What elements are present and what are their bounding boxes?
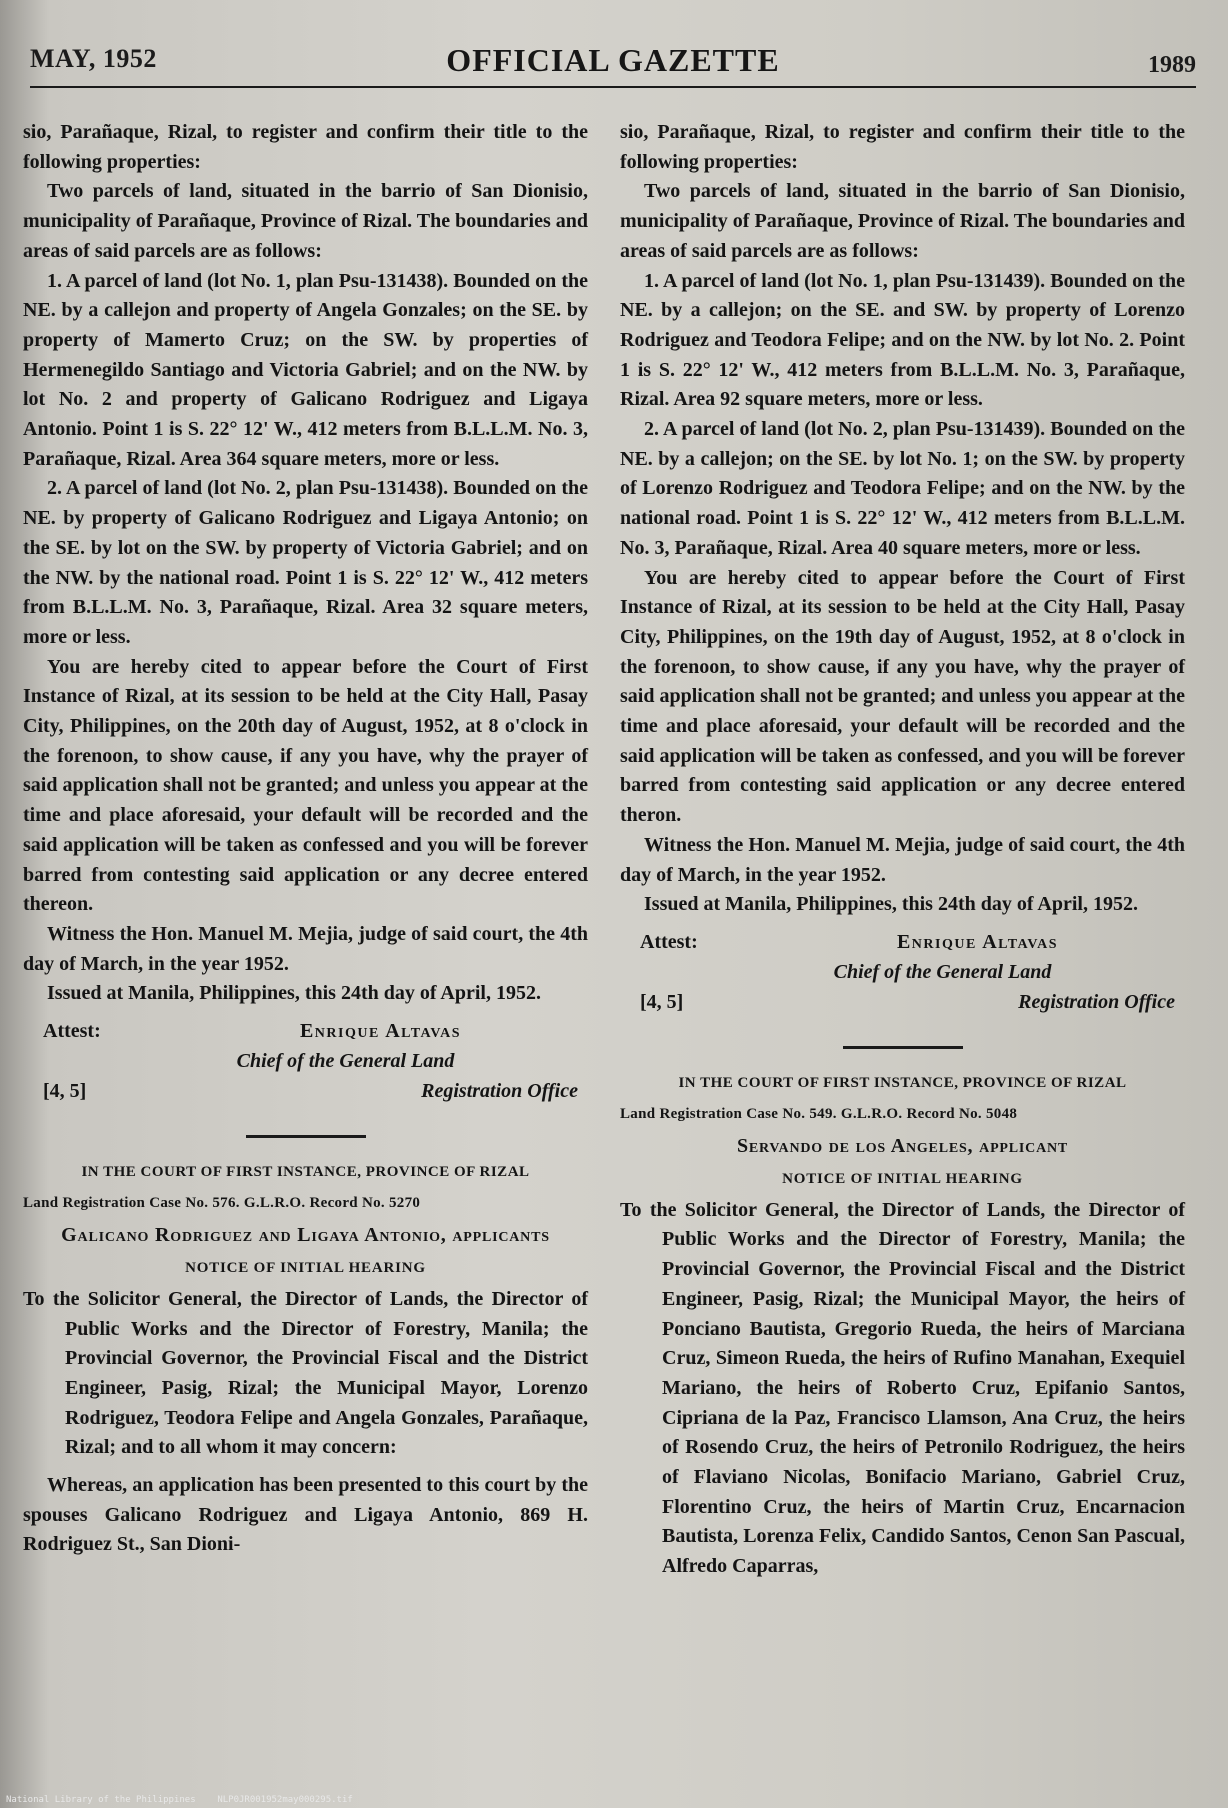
scan-source-footer: National Library of the Philippines NLP0JR001952may000295.tif: [6, 1795, 353, 1805]
applicant-names: Galicano Rodriguez and Ligaya Antonio, applicants: [61, 1224, 550, 1247]
attest-title-line2: Registration Office: [421, 1080, 578, 1103]
court-heading: IN THE COURT OF FIRST INSTANCE, PROVINCE OF RIZAL: [81, 1164, 530, 1181]
notice-heading: NOTICE OF INITIAL HEARING: [782, 1170, 1023, 1187]
left-citation-paragraph: You are hereby cited to appear before the Court of First Instance of Rizal, at its session to be held at the City Hall, Pasay City, Philippines, on the 20th day of August, 1952, at 8 o'clock in the forenoon, to show cause, if any you have, why the prayer of said application shall not be granted; and unless you appear at the time and place aforesaid, your default will be recorded and the said application will be taken as confessed and you will be forever barred from contesting said application or any decree entered thereon.: [23, 655, 588, 916]
left-parcel-1: 1. A parcel of land (lot No. 1, plan Psu-131438). Bounded on the NE. by a callejon and property of Angela Gonzales; on the SE. by property of Mamerto Cruz; on the SW. by properties of Hermenegildo Santiago and Victoria Gabriel; and on the NW. by lot No. 2 and property of Galicano Rodriguez and Ligaya Antonio. Point 1 is S. 22° 12' W., 412 meters from B.L.L.M. No. 3, Parañaque, Rizal. Area 364 square meters, more or less.: [23, 269, 588, 470]
case-number-line: Land Registration Case No. 576. G.L.R.O. Record No. 5270: [23, 1195, 421, 1212]
right-witness-paragraph: Witness the Hon. Manuel M. Mejia, judge of said court, the 4th day of March, in the year 1952.: [620, 833, 1185, 886]
attest-signatory-name: Enrique Altavas: [299, 1020, 462, 1043]
right-parcel-1: 1. A parcel of land (lot No. 1, plan Psu-131439). Bounded on the NE. by a callejon; on the SE. and SW. by property of Lorenzo Rodriguez and Teodora Felipe; and on the NW. by lot No. 2. Point 1 is S. 22° 12' W., 412 meters from B.L.L.M. No. 3, Parañaque, Rizal. Area 92 square meters, more or less.: [620, 269, 1185, 411]
left-paragraph: sio, Parañaque, Rizal, to register and confirm their title to the following properties:: [23, 121, 588, 173]
header-page-number: 1989: [1148, 52, 1196, 78]
notice-addressees: To the Solicitor General, the Director of Lands, the Director of Public Works and the Director of Forestry, Manila; the Provincial Governor, the Provincial Fiscal and the District Engineer, Pasig, Rizal; the Municipal Mayor, the heirs of Ponciano Bautista, Gregorio Rueda, the heirs of Marciana Cruz, Simeon Rueda, the heirs of Rufino Manahan, Exequiel Mariano, the heirs of Roberto Cruz, Epifanio Santos, Cipriana de la Paz, Francisco Llamson, Ana Cruz, the heirs of Rosendo Cruz, the heirs of Petronilo Rodriguez, the heirs of Flaviano Nicolas, Bonifacio Mariano, Gabriel Cruz, Florentino Cruz, the heirs of Martin Cruz, Encarnacion Bautista, Lorenza Felix, Candido Santos, Cenon San Pascual, Alfredo Caparras,: [620, 1198, 1185, 1578]
attest-label: Attest:: [640, 930, 698, 953]
left-witness-paragraph: Witness the Hon. Manuel M. Mejia, judge of said court, the 4th day of March, in the year 1952.: [23, 922, 588, 975]
notice-addressees: To the Solicitor General, the Director of Lands, the Director of Public Works and the Director of Forestry, Manila; the Provincial Governor, the Provincial Fiscal and the District Engineer, Pasig, Rizal; the Municipal Mayor, Lorenzo Rodriguez, Teodora Felipe and Angela Gonzales, Parañaque, Rizal; and to all whom it may concern:: [23, 1287, 588, 1459]
left-issued-paragraph: Issued at Manila, Philippines, this 24th day of April, 1952.: [47, 982, 541, 1005]
left-paragraph: Two parcels of land, situated in the barrio of San Dionisio, municipality of Parañaque, Province of Rizal. The boundaries and areas of said parcels are as follows:: [23, 180, 588, 262]
left-attest-block: [23, 1017, 588, 1113]
case-number-line: Land Registration Case No. 549. G.L.R.O. Record No. 5048: [620, 1105, 1018, 1122]
notice-heading: NOTICE OF INITIAL HEARING: [185, 1259, 426, 1276]
right-column: [620, 118, 1185, 1582]
attest-issue-number: [4, 5]: [43, 1080, 87, 1103]
whereas-paragraph: Whereas, an application has been presented to this court by the spouses Galicano Rodriguez and Ligaya Antonio, 869 H. Rodriguez St., San Dioni-: [23, 1474, 588, 1556]
header-title: OFFICIAL GAZETTE: [446, 42, 780, 78]
right-citation-paragraph: You are hereby cited to appear before the Court of First Instance of Rizal, at its session to be held at the City Hall, Pasay City, Philippines, on the 19th day of August, 1952, at 8 o'clock in the forenoon, to show cause, if any you have, why the prayer of said application shall not be granted; and unless you appear at the time and place aforesaid, your default will be recorded and the said application will be taken as confessed, and you will be forever barred from contesting said application or any decree entered theron.: [620, 566, 1185, 827]
header-date: MAY, 1952: [30, 44, 157, 73]
right-issued-paragraph: Issued at Manila, Philippines, this 24th day of April, 1952.: [644, 893, 1138, 916]
section-divider: [843, 1046, 963, 1049]
attest-title-line1: Chief of the General Land: [833, 960, 1052, 983]
page-header: [30, 42, 1196, 88]
attest-title-line1: Chief of the General Land: [236, 1050, 455, 1073]
applicant-names: Servando de los Angeles, applicant: [736, 1134, 1069, 1157]
right-parcel-2: 2. A parcel of land (lot No. 2, plan Psu-131439). Bounded on the NE. by a callejon; on the SE. by lot No. 1; on the SW. by property of Lorenzo Rodriguez and Teodora Felipe; and on the NW. by the national road. Point 1 is S. 22° 12' W., 412 meters from B.L.L.M. No. 3, Parañaque, Rizal. Area 40 square meters, more or less.: [620, 418, 1185, 559]
left-parcel-2: 2. A parcel of land (lot No. 2, plan Psu-131438). Bounded on the NE. by property of Galicano Rodriguez and Ligaya Antonio; on the SE. by lot on the SW. by property of Victoria Gabriel; and on the NW. by the national road. Point 1 is S. 22° 12' W., 412 meters from B.L.L.M. No. 3, Parañaque, Rizal. Area 32 square meters, more or less.: [23, 477, 588, 648]
right-paragraph: sio, Parañaque, Rizal, to register and confirm their title to the following properties:: [620, 121, 1185, 173]
attest-title-line2: Registration Office: [1018, 990, 1175, 1013]
right-paragraph: Two parcels of land, situated in the barrio of San Dionisio, municipality of Parañaque, Province of Rizal. The boundaries and areas of said parcels are as follows:: [620, 180, 1185, 262]
section-divider: [246, 1135, 366, 1138]
court-heading: IN THE COURT OF FIRST INSTANCE, PROVINCE OF RIZAL: [678, 1074, 1127, 1091]
attest-issue-number: [4, 5]: [640, 990, 684, 1013]
attest-label: Attest:: [43, 1020, 101, 1043]
attest-signatory-name: Enrique Altavas: [896, 930, 1059, 953]
right-attest-block: [620, 928, 1185, 1024]
left-column: [23, 118, 588, 1560]
